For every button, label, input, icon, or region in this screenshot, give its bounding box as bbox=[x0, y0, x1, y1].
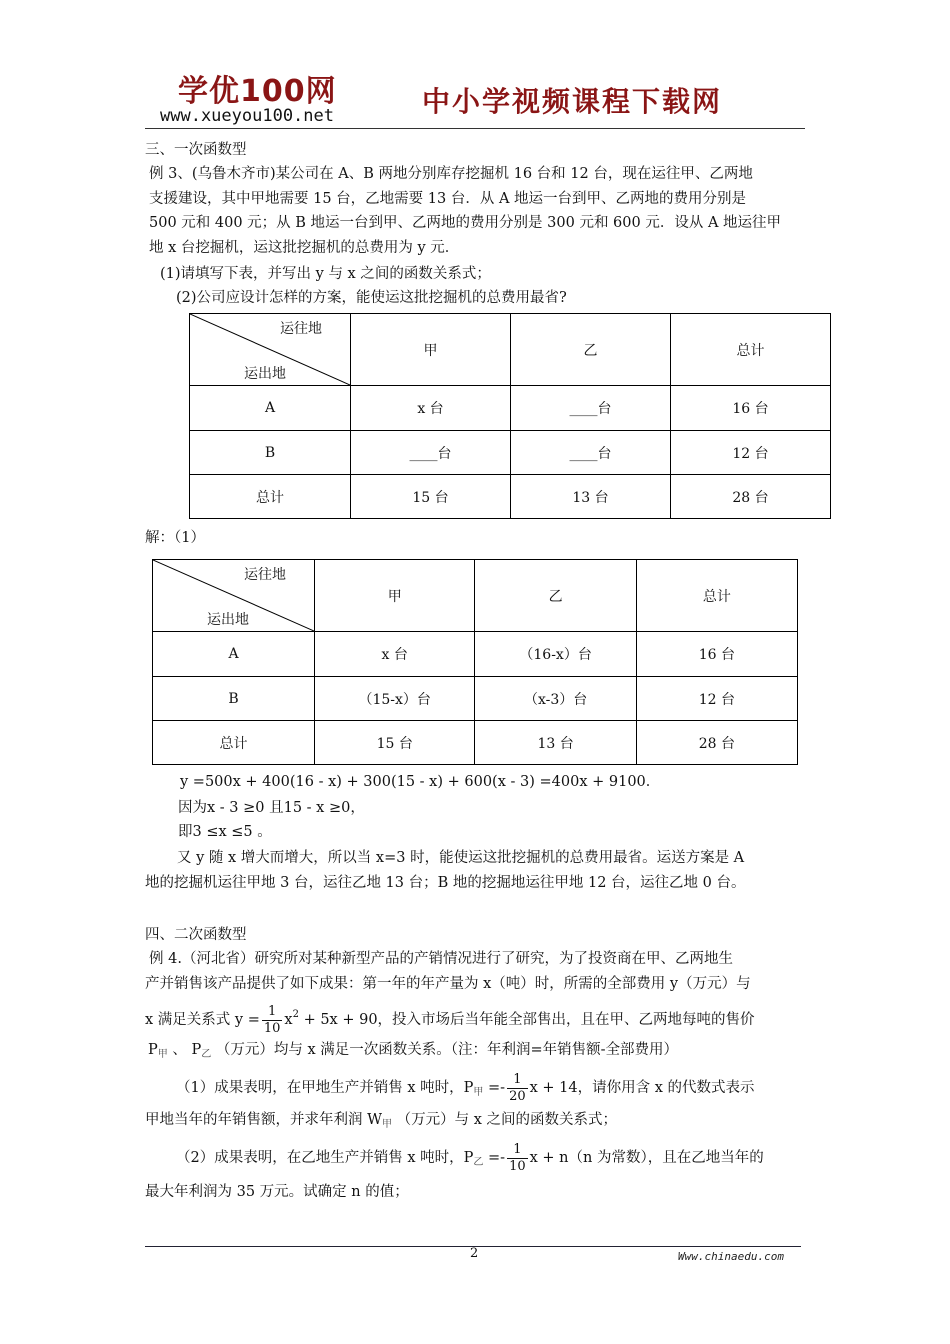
table-header: 总计 bbox=[671, 314, 831, 386]
table-cell: （16-x）台 bbox=[475, 632, 636, 677]
subscript: 乙 bbox=[201, 1049, 212, 1060]
table-header: 乙 bbox=[475, 560, 636, 632]
table-cell: x 台 bbox=[351, 386, 511, 431]
table-cell: 28 台 bbox=[671, 475, 831, 519]
table-cell: 12 台 bbox=[671, 431, 831, 475]
cost-function-x: x bbox=[284, 1012, 293, 1028]
example-4-line: 产并销售该产品提供了如下成果：第一年的年产量为 x（吨）时，所需的全部费用 y（万元）与 bbox=[145, 976, 751, 992]
price-relation-line bbox=[148, 1038, 678, 1067]
shipment-table-solution bbox=[152, 559, 798, 765]
table-row bbox=[190, 475, 831, 519]
table-cell: B bbox=[190, 431, 351, 475]
fraction-numerator: 1 bbox=[507, 1142, 528, 1159]
subscript: 乙 bbox=[473, 1157, 484, 1168]
example-3-line: 支援建设，其中甲地需要 15 台，乙地需要 13 台．从 A 地运一台到甲、乙两地的费用分别是 bbox=[149, 190, 747, 207]
fraction-numerator: 1 bbox=[507, 1072, 528, 1089]
table-cell: 13 台 bbox=[511, 475, 671, 519]
corner-label-origin: 运出地 bbox=[207, 612, 249, 628]
question-text: =- bbox=[483, 1080, 506, 1096]
example-4-line: 例 4.（河北省）研究所对某种新型产品的产销情况进行了研究，为了投资商在甲、乙两地生 bbox=[149, 951, 733, 967]
subscript: 甲 bbox=[157, 1049, 168, 1060]
table-row bbox=[190, 386, 831, 431]
example-3-line: 500 元和 400 元；从 B 地运一台到甲、乙两地的费用分别是 300 元和 600 元．设从 A 地运往甲 bbox=[149, 215, 782, 231]
question-text: （1）成果表明，在甲地生产并销售 x 吨时，P bbox=[176, 1080, 474, 1096]
fraction-denominator: 10 bbox=[263, 1020, 281, 1036]
price-symbol: 、 P bbox=[167, 1042, 202, 1058]
table-cell: x 台 bbox=[315, 632, 475, 677]
price-symbol: P bbox=[148, 1042, 158, 1058]
fraction-one-tenth bbox=[262, 1004, 283, 1037]
page-number: 2 bbox=[470, 1246, 479, 1261]
question-1: (1)请填写下表，并写出 y 与 x 之间的函数关系式； bbox=[160, 266, 491, 282]
question-text: x + 14，请你用含 x 的代数式表示 bbox=[529, 1080, 755, 1096]
table-cell-blank[interactable]: ____台 bbox=[351, 431, 511, 475]
table-cell: A bbox=[190, 386, 351, 431]
fraction-one-tenth bbox=[507, 1142, 528, 1175]
section-3-title: 三、一次函数型 bbox=[145, 142, 247, 158]
subscript: 甲 bbox=[473, 1087, 484, 1098]
site-url[interactable]: www.xueyou100.net bbox=[160, 106, 334, 126]
question-4-1-cont bbox=[145, 1108, 617, 1137]
cost-function-line bbox=[145, 996, 755, 1039]
cost-function-suffix: + 5x + 90，投入市场后当年能全部售出，且在甲、乙两地每吨的售价 bbox=[298, 1012, 755, 1028]
table-cell: 12 台 bbox=[636, 677, 797, 721]
table-cell: 16 台 bbox=[671, 386, 831, 431]
question-text: （万元）与 x 之间的函数关系式； bbox=[392, 1112, 618, 1128]
table-cell: 28 台 bbox=[636, 721, 797, 765]
cost-equation: y =500x + 400(16 - x) + 300(15 - x) + 600(x - 3) =400x + 9100． bbox=[180, 774, 661, 790]
range-equation: 即3 ≤x ≤5 。 bbox=[178, 824, 272, 840]
table-cell: （15-x）台 bbox=[315, 677, 475, 721]
example-3-text bbox=[145, 162, 807, 260]
question-4-1 bbox=[176, 1068, 755, 1113]
header-divider bbox=[145, 128, 805, 129]
table-row bbox=[153, 632, 798, 677]
cost-function-prefix: x 满足关系式 y = bbox=[145, 1012, 260, 1028]
table-row bbox=[153, 677, 798, 721]
table-header: 甲 bbox=[351, 314, 511, 386]
constraint-equation: 因为x - 3 ≥0 且15 - x ≥0， bbox=[178, 800, 365, 816]
conclusion-line: 地的挖掘机运往甲地 3 台，运往乙地 13 台；B 地的挖掘地运往甲地 12 台，运往乙地 0 台。 bbox=[145, 874, 746, 891]
question-text: x + n（n 为常数），且在乙地当年的 bbox=[529, 1150, 764, 1166]
table-cell: 总计 bbox=[190, 475, 351, 519]
question-text: （2）成果表明，在乙地生产并销售 x 吨时，P bbox=[176, 1150, 474, 1166]
corner-label-destination: 运往地 bbox=[244, 567, 286, 583]
table-cell: （x-3）台 bbox=[475, 677, 636, 721]
table-cell: 15 台 bbox=[351, 475, 511, 519]
example-3-line: 例 3、(乌鲁木齐市)某公司在 A、B 两地分别库存挖掘机 16 台和 12 台，现在运往甲、乙两地 bbox=[149, 166, 753, 182]
shipment-table-blank bbox=[189, 313, 831, 519]
site-logo: 学优100网 bbox=[178, 74, 337, 109]
conclusion-line: 又 y 随 x 增大而增大，所以当 x=3 时，能使运这批挖掘机的总费用最省。运送方案是 A bbox=[177, 850, 745, 866]
corner-label-origin: 运出地 bbox=[244, 366, 286, 382]
fraction-one-twentieth bbox=[507, 1072, 528, 1105]
conclusion-text bbox=[145, 846, 807, 895]
table-cell: 16 台 bbox=[636, 632, 797, 677]
table-header: 乙 bbox=[511, 314, 671, 386]
question-4-2 bbox=[176, 1138, 764, 1183]
question-2: (2)公司应设计怎样的方案，能使运这批挖掘机的总费用最省? bbox=[176, 290, 567, 306]
question-text: 甲地当年的年销售额，并求年利润 W bbox=[145, 1112, 383, 1128]
solution-label: 解：（1） bbox=[145, 530, 205, 546]
table-cell: B bbox=[153, 677, 315, 721]
exponent: 2 bbox=[292, 1009, 299, 1020]
table-cell-blank[interactable]: ____台 bbox=[511, 386, 671, 431]
question-4-2-cont: 最大年利润为 35 万元。试确定 n 的值； bbox=[145, 1184, 409, 1200]
table-corner-cell bbox=[190, 314, 351, 386]
table-row bbox=[190, 431, 831, 475]
table-cell: 总计 bbox=[153, 721, 315, 765]
table-header: 总计 bbox=[636, 560, 797, 632]
table-header: 甲 bbox=[315, 560, 475, 632]
question-text: =- bbox=[483, 1150, 506, 1166]
fraction-denominator: 20 bbox=[509, 1088, 526, 1104]
table-row bbox=[153, 721, 798, 765]
fraction-numerator: 1 bbox=[262, 1004, 283, 1021]
site-slogan: 中小学视频课程下载网 bbox=[422, 85, 723, 118]
table-cell-blank[interactable]: ____台 bbox=[511, 431, 671, 475]
subscript: 甲 bbox=[382, 1119, 393, 1130]
footer-url[interactable]: Www.chinaedu.com bbox=[678, 1250, 784, 1263]
fraction-denominator: 10 bbox=[509, 1158, 526, 1174]
corner-label-destination: 运往地 bbox=[280, 321, 322, 337]
price-relation-text: （万元）均与 x 满足一次函数关系。（注：年利润=年销售额-全部费用） bbox=[211, 1042, 679, 1058]
table-corner-cell bbox=[153, 560, 315, 632]
table-cell: A bbox=[153, 632, 315, 677]
table-cell: 15 台 bbox=[315, 721, 475, 765]
section-4-title: 四、二次函数型 bbox=[145, 927, 247, 943]
table-cell: 13 台 bbox=[475, 721, 636, 765]
example-3-line: 地 x 台挖掘机，运这批挖掘机的总费用为 y 元． bbox=[149, 239, 460, 256]
